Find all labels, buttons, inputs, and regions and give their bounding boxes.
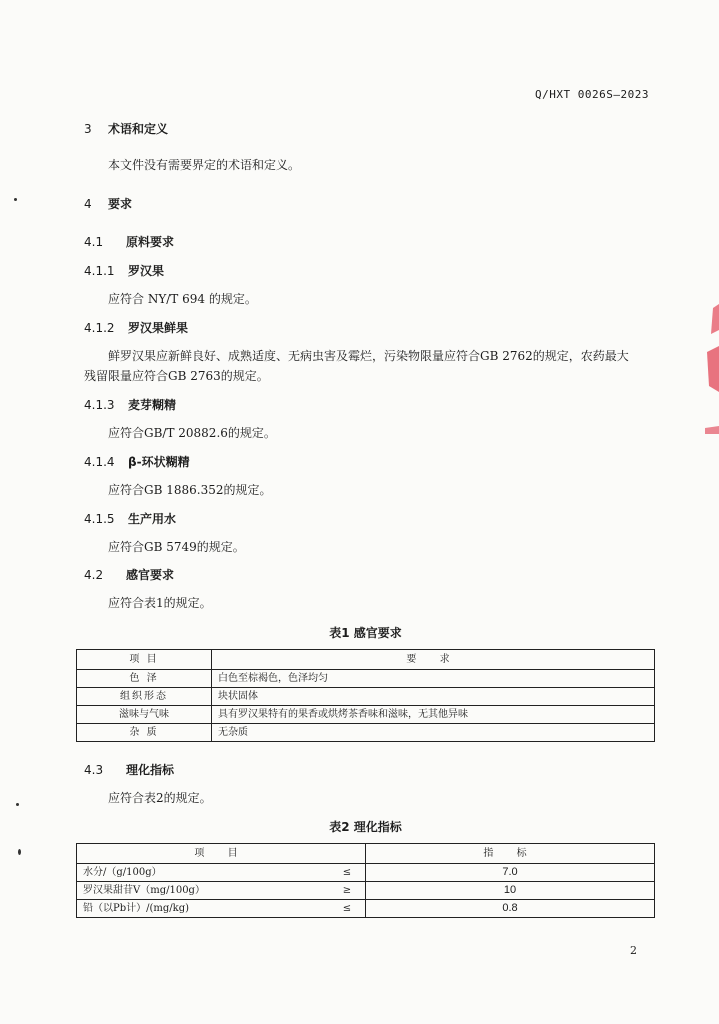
section-4-1-3-title: 麦芽糊精 <box>128 398 177 412</box>
table-cell-value: 7.0 <box>366 864 655 882</box>
section-4-1-3-heading <box>84 396 176 413</box>
section-4-1-5-text: 应符合GB 5749的规定。 <box>108 540 245 554</box>
table-cell-operator: ≤ <box>329 900 366 918</box>
table-cell-item: 杂 质 <box>77 724 212 742</box>
section-3-number: 3 <box>84 122 92 136</box>
table-cell-operator: ≥ <box>329 882 366 900</box>
section-4-3-heading <box>84 761 174 778</box>
table-header-cell: 要 求 <box>212 650 655 670</box>
section-4-1-4-heading <box>84 453 190 470</box>
table-cell-item: 组织形态 <box>77 688 212 706</box>
table-cell-requirement: 块状固体 <box>212 688 655 706</box>
table-cell-item: 滋味与气味 <box>77 706 212 724</box>
section-4-1-5-title: 生产用水 <box>128 512 177 526</box>
standard-code: Q/HXT 0026S—2023 <box>535 88 649 101</box>
section-4-1-2-text-line2: 残留限量应符合GB 2763的规定。 <box>84 369 269 383</box>
scan-speck <box>18 849 21 855</box>
scan-speck <box>14 198 17 201</box>
table-header-row <box>77 650 655 670</box>
table-1-sensory <box>76 649 655 742</box>
section-4-1-number: 4.1 <box>84 235 104 249</box>
section-4-title: 要求 <box>108 197 133 211</box>
section-4-3-number: 4.3 <box>84 763 104 777</box>
table-cell-requirement: 白色至棕褐色，色泽均匀 <box>212 670 655 688</box>
table-2-physicochemical <box>76 843 655 918</box>
table-row <box>77 724 655 742</box>
section-4-2-text: 应符合表1的规定。 <box>108 596 212 610</box>
section-4-number: 4 <box>84 197 92 211</box>
table-header-cell: 项 目 <box>77 844 366 864</box>
table-cell-value: 0.8 <box>366 900 655 918</box>
section-4-1-2-text-line1: 鲜罗汉果应新鲜良好、成熟适度、无病虫害及霉烂，污染物限量应符合GB 2762的规定，农药最大 <box>108 349 629 363</box>
table-1-caption: 表1 感官要求 <box>329 626 402 640</box>
section-4-2-number: 4.2 <box>84 568 104 582</box>
section-4-1-5-heading <box>84 510 176 527</box>
section-4-2-heading <box>84 566 174 583</box>
section-4-1-2-number: 4.1.2 <box>84 321 115 335</box>
table-header-cell: 项 目 <box>77 650 212 670</box>
section-3-title: 术语和定义 <box>108 122 169 136</box>
section-4-1-2-heading <box>84 319 188 336</box>
table-row <box>77 706 655 724</box>
table-header-cell: 指 标 <box>366 844 655 864</box>
section-4-1-3-text: 应符合GB/T 20882.6的规定。 <box>108 426 276 440</box>
table-header-row <box>77 844 655 864</box>
table-cell-item: 铅（以Pb计）/(mg/kg) <box>77 900 330 918</box>
section-4-2-title: 感官要求 <box>126 568 175 582</box>
section-4-1-2-title: 罗汉果鲜果 <box>128 321 189 335</box>
scan-speck <box>16 803 19 806</box>
table-row <box>77 864 655 882</box>
section-4-1-1-text: 应符合 NY/T 694 的规定。 <box>108 292 257 306</box>
section-4-1-4-title: β-环状糊精 <box>128 455 190 469</box>
section-4-heading <box>84 195 132 212</box>
table-row <box>77 900 655 918</box>
section-3-heading <box>84 120 168 137</box>
table-cell-item: 罗汉果甜苷V（mg/100g） <box>77 882 330 900</box>
table-2-caption: 表2 理化指标 <box>329 820 402 834</box>
section-4-3-title: 理化指标 <box>126 763 175 777</box>
section-4-1-4-number: 4.1.4 <box>84 455 115 469</box>
section-4-1-heading <box>84 233 174 250</box>
page-number: 2 <box>630 944 637 957</box>
table-cell-requirement: 无杂质 <box>212 724 655 742</box>
section-4-1-1-number: 4.1.1 <box>84 264 115 278</box>
red-stamp-fragment <box>699 300 719 440</box>
section-4-3-text: 应符合表2的规定。 <box>108 791 212 805</box>
table-cell-item: 色 泽 <box>77 670 212 688</box>
section-4-1-3-number: 4.1.3 <box>84 398 115 412</box>
section-4-1-1-title: 罗汉果 <box>128 264 165 278</box>
section-4-1-4-text: 应符合GB 1886.352的规定。 <box>108 483 272 497</box>
section-4-1-title: 原料要求 <box>126 235 175 249</box>
table-cell-operator: ≤ <box>329 864 366 882</box>
section-3-text: 本文件没有需要界定的术语和定义。 <box>108 158 301 172</box>
table-cell-item: 水分/（g/100g） <box>77 864 330 882</box>
table-cell-value: 10 <box>366 882 655 900</box>
table-cell-requirement: 具有罗汉果特有的果香或烘烤茶香味和滋味，无其他异味 <box>212 706 655 724</box>
table-row <box>77 882 655 900</box>
table-row <box>77 670 655 688</box>
section-4-1-1-heading <box>84 262 164 279</box>
table-row <box>77 688 655 706</box>
section-4-1-5-number: 4.1.5 <box>84 512 115 526</box>
